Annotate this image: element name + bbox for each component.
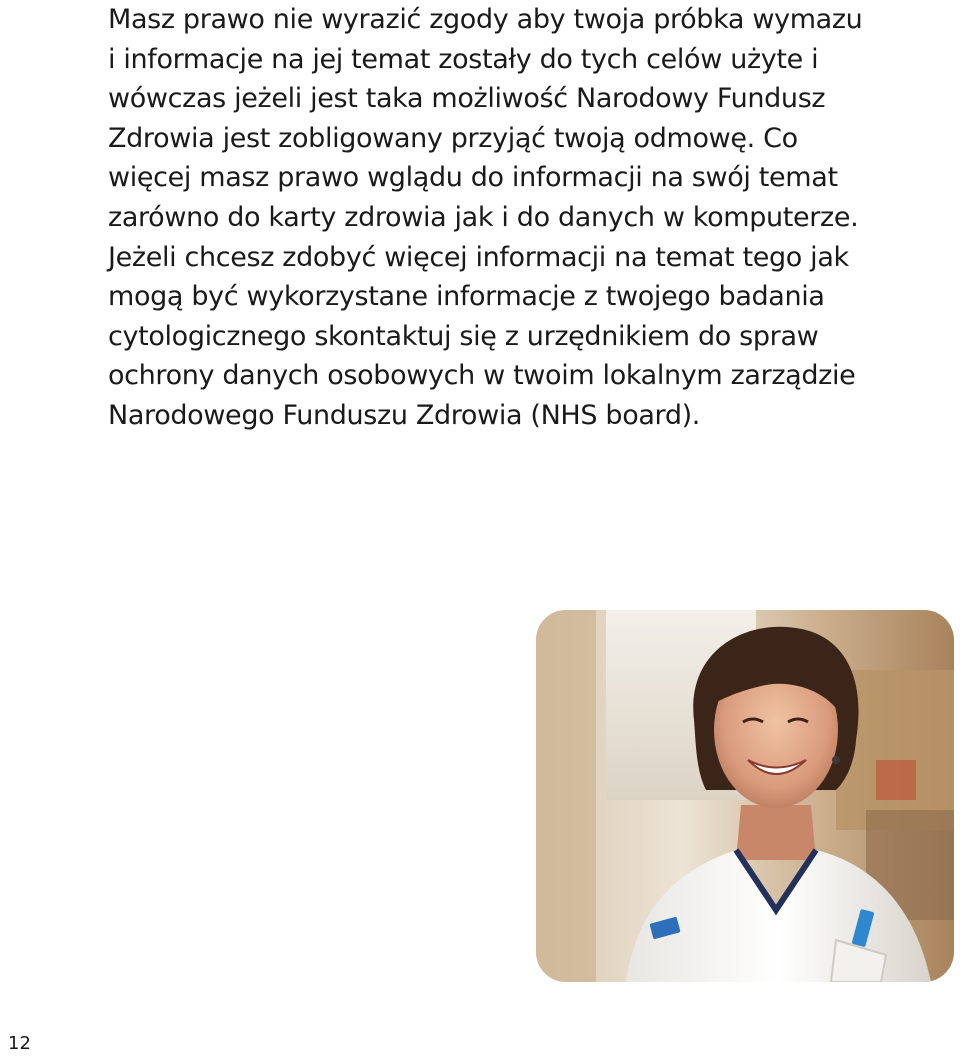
nurse-photo [536,610,954,982]
paragraph-line: mogą być wykorzystane informacje z twojego badania [108,281,825,313]
paragraph-line: Masz prawo nie wyrazić zgody aby twoja próbka wymazu [108,4,863,35]
paragraph-line: Narodowego Funduszu Zdrowia (NHS board). [108,399,701,431]
paragraph-line: cytologicznego skontaktuj się z urzędnikiem do spraw [108,320,819,352]
paragraph-line: i informacje na jej temat zostały do tych celów użyte i [108,43,819,75]
page-number: 12 [8,1033,31,1054]
body-paragraph [108,0,908,436]
paragraph-line: Zdrowia jest zobligowany przyjąć twoją odmowę. Co [108,122,798,154]
paragraph-line: wówczas jeżeli jest taka możliwość Narodowy Fundusz [108,83,826,115]
paragraph-line: zarówno do karty zdrowia jak i do danych w komputerze. [108,201,859,233]
paragraph-line: więcej masz prawo wglądu do informacji na swój temat [108,162,838,194]
paragraph-line: Jeżeli chcesz zdobyć więcej informacji na temat tego jak [108,241,849,273]
paragraph-line: ochrony danych osobowych w twoim lokalnym zarządzie [108,360,856,392]
